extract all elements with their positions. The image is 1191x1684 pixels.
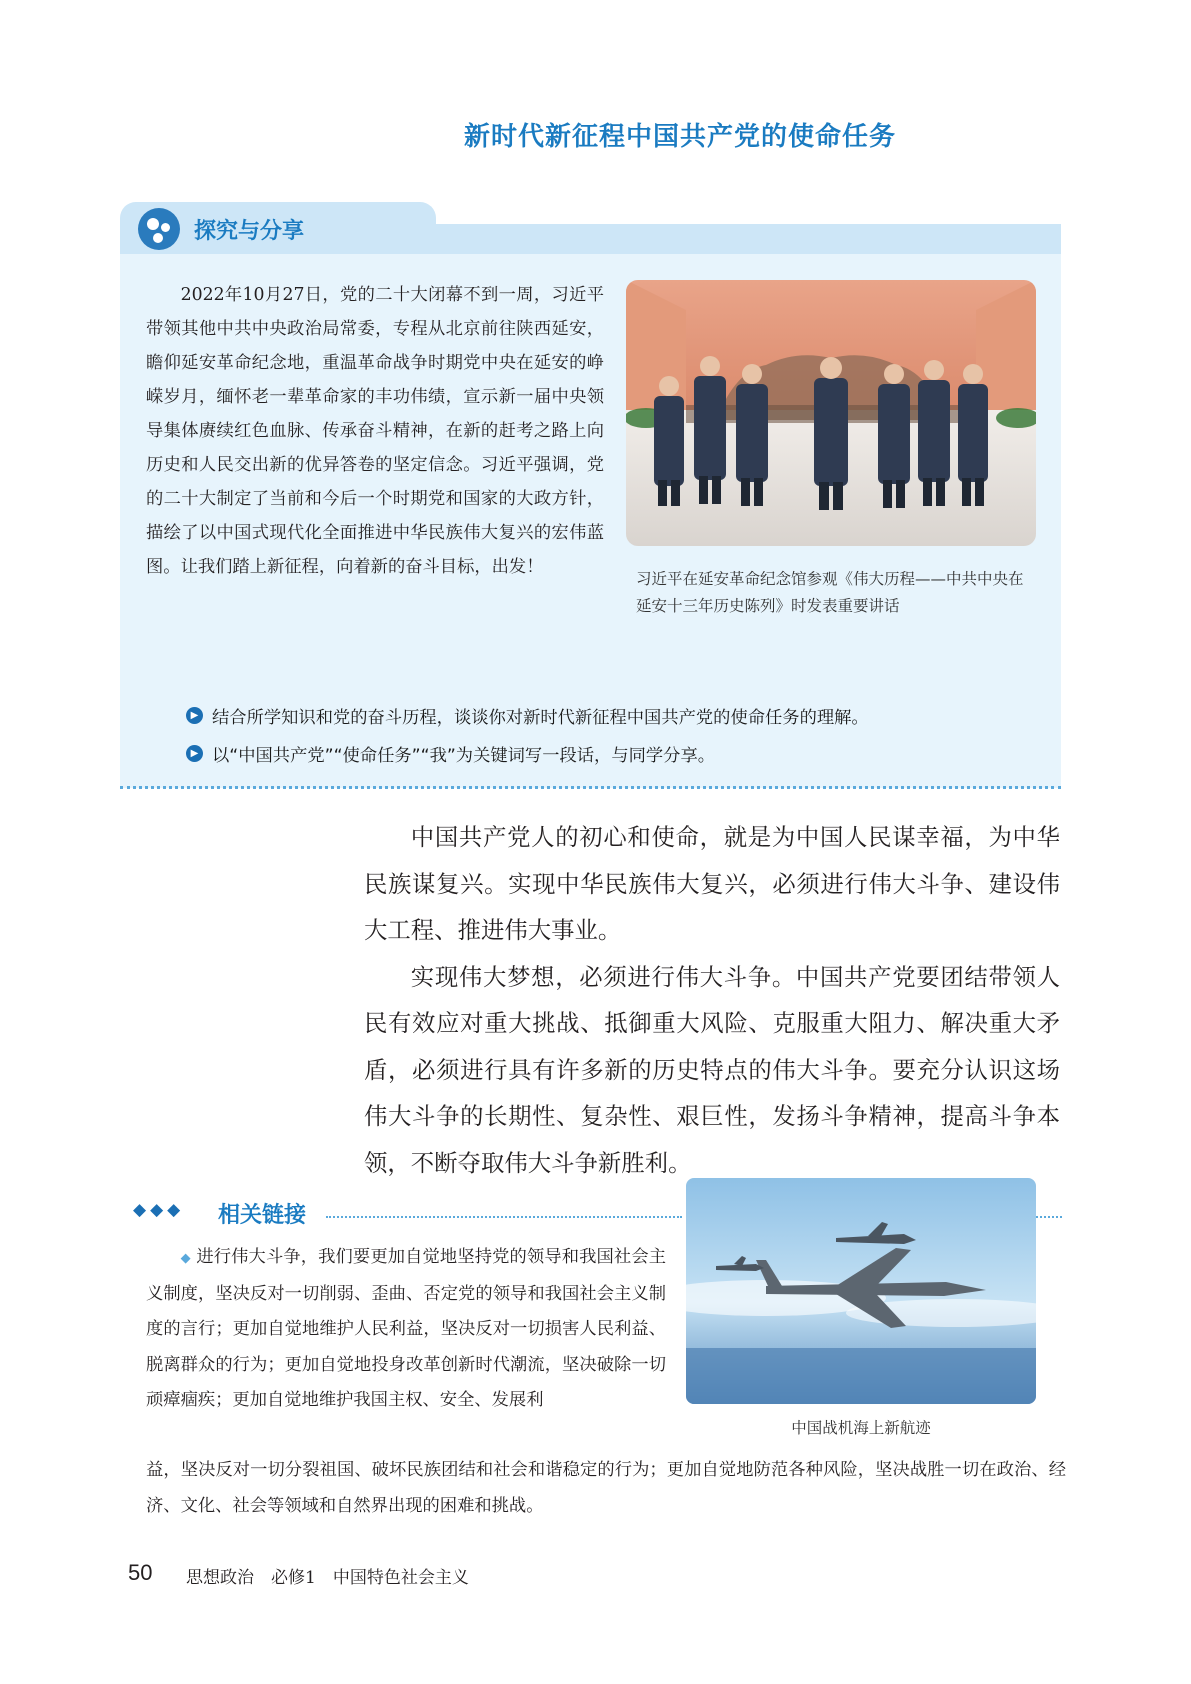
- related-links-text-part1: 进行伟大斗争，我们要更加自觉地坚持党的领导和我国社会主义制度，坚决反对一切削弱、歪曲、否定党的领导和我国社会主义制度的言行；更加自觉地维护人民利益，坚决反对一切损害人民利益、脱离群众的行为；更加自觉地投身改革创新时代潮流，坚决破除一切顽瘴痼疾；更加自觉地维护我国主权、安全、发展利: [146, 1247, 667, 1410]
- related-links-title: 相关链接: [218, 1203, 307, 1228]
- photo-caption-yanan: 习近平在延安革命纪念馆参观《伟大历程——中共中央在延安十三年历史陈列》时发表重要讲话: [636, 570, 1024, 615]
- body-paragraph: 实现伟大梦想，必须进行伟大斗争。中国共产党要团结带领人民有效应对重大挑战、抵御重大风险、克服重大阻力、解决重大矛盾，必须进行具有许多新的历史特点的伟大斗争。要充分认识这场伟大斗争的长期性、复杂性、艰巨性，发扬斗争精神，提高斗争本领，不断夺取伟大斗争新胜利。: [364, 962, 1060, 1177]
- explore-share-title: 探究与分享: [194, 219, 305, 244]
- fighter-jets-photo: [686, 1178, 1036, 1404]
- body-paragraph: 中国共产党人的初心和使命，就是为中国人民谋幸福，为中华民族谋复兴。实现中华民族伟大复兴，必须进行伟大斗争、建设伟大工程、推进伟大事业。: [364, 823, 1060, 944]
- photo-caption-jets: 中国战机海上新航迹: [791, 1419, 931, 1437]
- divider-dotted: [326, 1216, 682, 1218]
- divider-dotted: [1036, 1216, 1062, 1218]
- question-item: [186, 734, 1046, 772]
- question-text: 以“中国共产党”“使命任务”“我”为关键词写一段话，与同学分享。: [212, 745, 716, 766]
- yanan-memorial-photo: [626, 280, 1036, 546]
- page-number: 50: [128, 1560, 153, 1585]
- arrow-right-icon: ▶: [186, 745, 203, 762]
- question-item: [186, 696, 1046, 734]
- diamond-icon: ◆◆◆: [133, 1200, 185, 1220]
- arrow-right-icon: ▶: [186, 707, 203, 724]
- divider-dotted: [120, 786, 1061, 789]
- question-list: [186, 696, 1046, 772]
- science-molecule-icon: [138, 208, 180, 250]
- book-title-footer: 思想政治 必修1 中国特色社会主义: [186, 1568, 469, 1588]
- question-text: 结合所学知识和党的奋斗历程，谈谈你对新时代新征程中国共产党的使命任务的理解。: [212, 707, 869, 728]
- related-links-text: [146, 1240, 666, 1419]
- main-body-text: [364, 814, 1060, 1186]
- bullet-diamond-icon: ◆: [180, 1251, 191, 1266]
- related-links-text-continued: 益，坚决反对一切分裂祖国、破坏民族团结和社会和谐稳定的行为；更加自觉地防范各种风险，坚决战胜一切在政治、经济、文化、社会等领域和自然界出现的困难和挑战。: [146, 1460, 1066, 1516]
- explore-share-text: 2022年10月27日，党的二十大闭幕不到一周，习近平带领其他中共中央政治局常委，专程从北京前往陕西延安，瞻仰延安革命纪念地，重温革命战争时期党中央在延安的峥嵘岁月，缅怀老一辈革命家的丰功伟绩，宣示新一届中央领导集体赓续红色血脉、传承奋斗精神，在新的赶考之路上向历史和人民交出新的优异答卷的坚定信念。习近平强调，党的二十大制定了当前和今后一个时期党和国家的大政方针，描绘了以中国式现代化全面推进中华民族伟大复兴的宏伟蓝图。让我们踏上新征程，向着新的奋斗目标，出发！: [146, 285, 604, 577]
- section-title: 新时代新征程中国共产党的使命任务: [463, 122, 896, 152]
